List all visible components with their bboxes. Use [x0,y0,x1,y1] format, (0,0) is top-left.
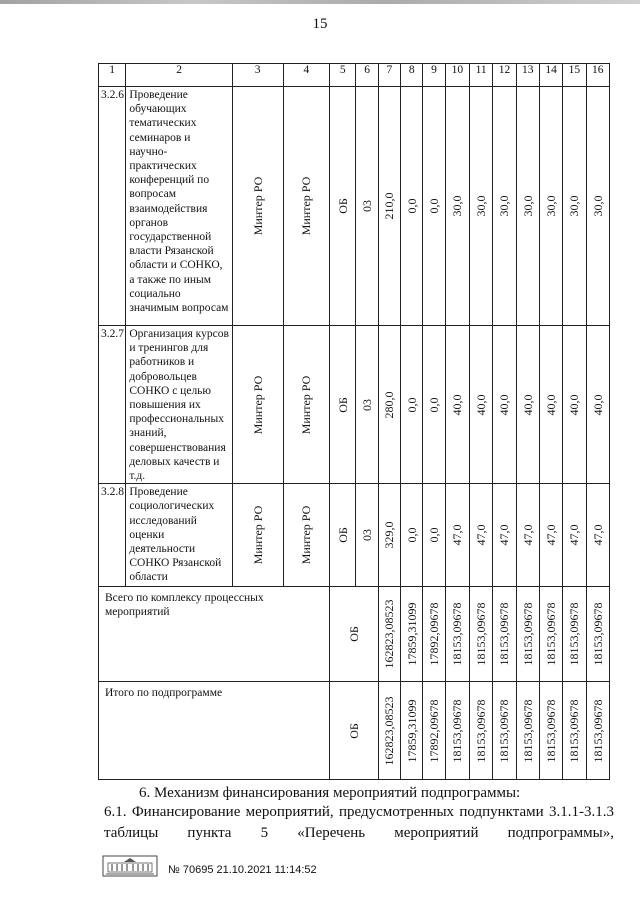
header-cell: 13 [516,64,539,87]
header-cell: 14 [539,64,562,87]
executor-cell [232,484,283,587]
value-cell [493,87,516,326]
value-cell [423,326,445,484]
executor-text: Минтер РО [250,375,265,434]
value-cell [493,682,516,780]
page-number: 15 [312,16,328,32]
participant-cell [283,326,330,484]
value-text: 18153,09678 [497,602,512,666]
source-text: ОБ [346,722,361,739]
value-cell [445,587,469,682]
value-text: 47,0 [567,524,582,546]
value-text: 30,0 [567,195,582,217]
value-cell [423,484,445,587]
value-text: 0,0 [427,198,442,214]
participant-cell [283,484,330,587]
value-cell [401,587,423,682]
header-cell: 4 [283,64,330,87]
value-text: 47,0 [520,524,535,546]
value-text: 280,0 [382,391,397,419]
participant-text: Минтер РО [299,375,314,434]
value-text: 0,0 [404,397,419,413]
executor-text: Минтер РО [250,176,265,236]
value-text: 18153,09678 [497,699,512,763]
code-text: 03 [360,529,375,542]
value-cell [378,682,400,780]
header-cell: 11 [470,64,493,87]
executor-text: Минтер РО [250,505,265,565]
value-text: 18153,09678 [520,699,535,763]
value-text: 18153,09678 [474,699,489,763]
value-text: 17859,31099 [404,602,419,666]
total-label: Итого по подпрограмме [99,682,330,780]
value-cell [586,682,609,780]
header-cell: 7 [378,64,400,87]
value-text: 47,0 [474,524,489,546]
value-cell [401,87,423,326]
value-cell [445,682,469,780]
value-cell [423,587,445,682]
section-title: 6. Механизм финансирования мероприятий подпрограммы: [139,785,521,801]
value-text: 40,0 [567,394,582,416]
value-text: 40,0 [520,394,535,416]
value-cell [401,326,423,484]
value-cell [516,326,539,484]
value-cell [586,326,609,484]
value-cell [586,87,609,326]
value-cell [586,484,609,587]
source-text: ОБ [335,396,350,413]
header-cell: 6 [356,64,378,87]
value-cell [445,326,469,484]
item-number: 3.2.8 [99,484,126,587]
value-cell [539,587,562,682]
value-text: 47,0 [497,524,512,546]
value-text: 0,0 [427,397,442,413]
value-text: 18153,09678 [450,602,465,666]
value-text: 40,0 [590,394,605,416]
value-text: 18153,09678 [474,602,489,666]
value-text: 18153,09678 [590,699,605,763]
value-cell [378,87,400,326]
executor-cell [232,87,283,326]
value-text: 0,0 [404,527,419,543]
participant-text: Минтер РО [299,176,314,236]
building-stamp-icon [102,855,158,877]
value-text: 18153,09678 [520,602,535,666]
value-text: 210,0 [382,192,397,220]
header-cell: 5 [330,64,356,87]
header-cell: 2 [126,64,232,87]
value-cell [445,484,469,587]
section-paragraph: 6.1. Финансирование мероприятий, предусмотренных подпунктами 3.1.1-3.1.3 таблицы пункта 5 «Перечень мероприятий подпрограммы», [104,804,614,841]
total-row [99,587,610,682]
value-cell [423,87,445,326]
header-cell: 15 [563,64,586,87]
value-cell [470,682,493,780]
value-cell [493,587,516,682]
document-reference: № 70695 21.10.2021 11:14:52 [168,864,317,876]
value-text: 30,0 [544,195,559,217]
value-cell [563,326,586,484]
value-text: 0,0 [404,198,419,214]
value-cell [470,587,493,682]
value-cell [423,682,445,780]
value-text: 18153,09678 [544,602,559,666]
value-cell [470,87,493,326]
source-cell [330,484,356,587]
header-cell: 9 [423,64,445,87]
value-cell [539,682,562,780]
value-text: 162823,08523 [382,696,397,766]
value-text: 40,0 [544,394,559,416]
value-cell [516,682,539,780]
source-text: ОБ [335,527,350,544]
value-cell [586,587,609,682]
value-cell [401,682,423,780]
value-text: 30,0 [590,195,605,217]
table-row [99,484,610,587]
code-cell [356,484,378,587]
source-cell [330,682,379,780]
source-cell [330,587,379,682]
value-text: 17892,09678 [427,699,442,763]
scan-edge [0,0,640,4]
value-text: 18153,09678 [567,699,582,763]
source-text: ОБ [335,198,350,214]
value-text: 329,0 [382,521,397,549]
item-description: Проведение социологических исследований оценки деятельности СОНКО Рязанской области [126,484,232,587]
header-cell: 10 [445,64,469,87]
header-cell: 12 [493,64,516,87]
total-label: Всего по комплексу процессных мероприятий [99,587,330,682]
header-cell: 3 [232,64,283,87]
value-text: 18153,09678 [544,699,559,763]
item-number: 3.2.6 [99,87,126,326]
table-row [99,87,610,326]
value-text: 47,0 [450,524,465,546]
value-cell [470,484,493,587]
table-row [99,326,610,484]
value-cell [563,682,586,780]
value-cell [563,87,586,326]
value-text: 162823,08523 [382,599,397,669]
value-cell [493,326,516,484]
participant-text: Минтер РО [299,505,314,565]
value-text: 18153,09678 [567,602,582,666]
value-text: 18153,09678 [450,699,465,763]
header-cell: 16 [586,64,609,87]
value-text: 30,0 [450,195,465,217]
measures-table [98,63,610,780]
value-cell [516,87,539,326]
header-cell: 1 [99,64,126,87]
value-text: 17892,09678 [427,602,442,666]
code-cell [356,326,378,484]
source-cell [330,87,356,326]
value-cell [378,587,400,682]
header-row [99,64,610,87]
participant-cell [283,87,330,326]
value-text: 0,0 [427,527,442,543]
value-text: 17859,31099 [404,699,419,763]
item-description: Организация курсов и тренингов для работников и добровольцев СОНКО с целью повышения их профессиональных знаний, совершенствования деловых качеств и т.д. [126,326,232,484]
value-cell [378,326,400,484]
value-text: 47,0 [544,524,559,546]
value-cell [493,484,516,587]
item-description: Проведение обучающих тематических семинаров и научно-практических конференций по вопросам взаимодействия органов государственной власти Рязанской области и СОНКО, а также по иным социально значимым вопросам [126,87,232,326]
source-cell [330,326,356,484]
value-cell [378,484,400,587]
value-cell [401,484,423,587]
value-cell [539,484,562,587]
value-text: 47,0 [590,524,605,546]
value-text: 30,0 [497,195,512,217]
executor-cell [232,326,283,484]
header-cell: 8 [401,64,423,87]
total-row [99,682,610,780]
value-text: 30,0 [520,195,535,217]
value-cell [539,87,562,326]
value-cell [563,484,586,587]
value-cell [539,326,562,484]
value-text: 18153,09678 [590,602,605,666]
code-text: 03 [360,200,375,212]
value-text: 40,0 [474,394,489,416]
value-text: 40,0 [497,394,512,416]
code-text: 03 [360,398,375,411]
item-number: 3.2.7 [99,326,126,484]
value-text: 30,0 [474,195,489,217]
value-cell [516,484,539,587]
source-text: ОБ [346,626,361,643]
value-cell [470,326,493,484]
value-cell [516,587,539,682]
value-cell [445,87,469,326]
value-text: 40,0 [450,394,465,416]
value-cell [563,587,586,682]
code-cell [356,87,378,326]
